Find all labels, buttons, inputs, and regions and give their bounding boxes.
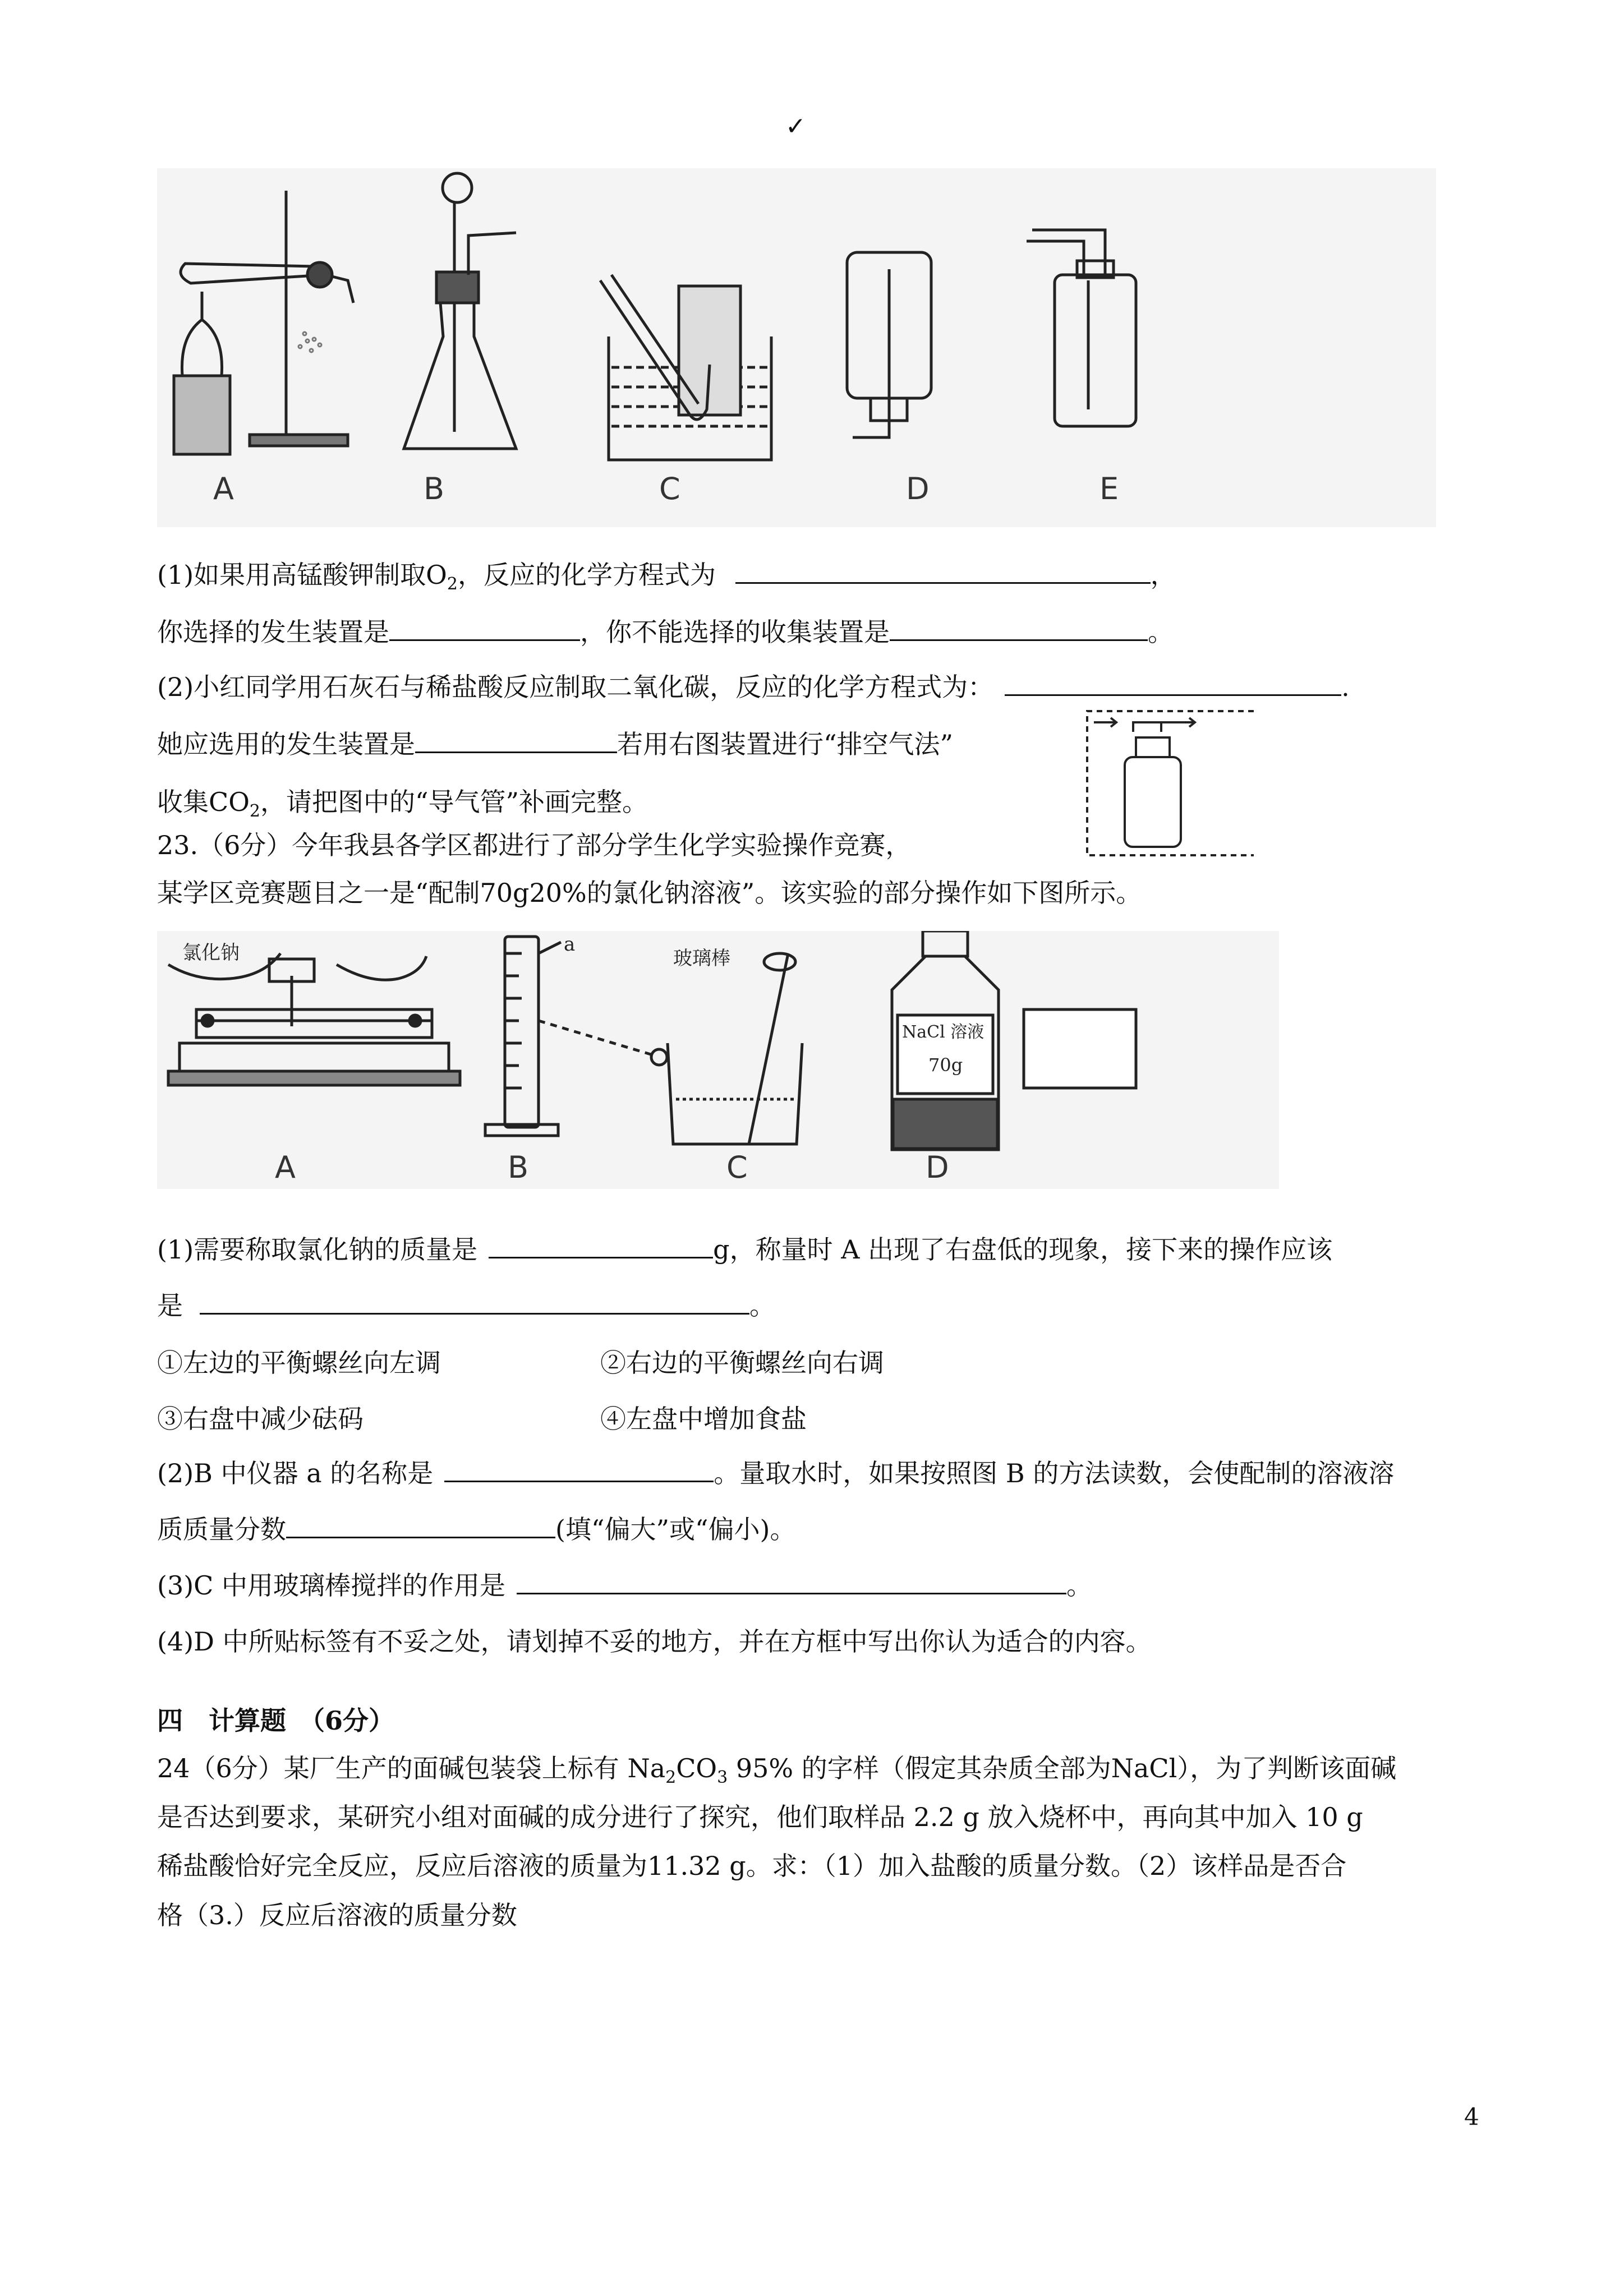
q24-line1: 24（6分）某厂生产的面碱包装袋上标有 $Na_2CO_3$ 95% 的字样（假定其杂质全部为NaCl），为了判断该面碱 — [157, 1753, 1397, 1788]
figure2-label-d: D — [926, 1150, 949, 1185]
option-4: ④左盘中增加食盐 — [600, 1404, 807, 1434]
figure2-label-c: C — [726, 1150, 748, 1185]
section4-heading: 四 计算题 （6分） — [157, 1705, 395, 1736]
option-1: ①左边的平衡螺丝向左调 — [157, 1348, 441, 1378]
q23-part2-line1: (2)B 中仪器 a 的名称是 。量取水时，如果按照图 B 的方法读数，会使配制的溶液溶 — [157, 1458, 1395, 1488]
air-collection-bottle-figure — [1083, 707, 1268, 864]
figure1-label-c: C — [659, 471, 680, 506]
q23-part1-line1: (1)需要称取氯化钠的质量是 g，称量时 A 出现了右盘低的现象，接下来的操作应该 — [157, 1234, 1333, 1265]
answer-blank-equation[interactable] — [735, 560, 1151, 584]
answer-blank-nacl-mass[interactable] — [489, 1234, 713, 1258]
bottle-label-line1: NaCl 溶液 — [902, 1022, 984, 1042]
check-mark: ✓ — [785, 112, 806, 141]
figure2-label-a: A — [275, 1150, 296, 1185]
label-nacl: 氯化钠 — [182, 942, 240, 964]
answer-blank-co2-generator[interactable] — [415, 729, 617, 753]
q22-part2-line1: (2)小红同学用石灰石与稀盐酸反应制取二氧化碳，反应的化学方程式为： . — [157, 672, 1350, 702]
q22-part1-line1: (1)如果用高锰酸钾制取$O_2$，反应的化学方程式为 ， — [157, 560, 1176, 594]
answer-blank-rod-purpose[interactable] — [517, 1570, 1066, 1594]
option-3: ③右盘中减少砝码 — [157, 1404, 364, 1434]
answer-blank-collector[interactable] — [890, 617, 1148, 641]
answer-blank-co2-equation[interactable] — [1005, 672, 1341, 696]
q24-line4: 格（3.）反应后溶液的质量分数 — [157, 1900, 517, 1930]
gas-apparatus-figure — [157, 168, 1436, 527]
figure1-label-a: A — [213, 471, 234, 506]
label-glass-rod: 玻璃棒 — [673, 947, 730, 970]
page-number: 4 — [1464, 2103, 1479, 2131]
q22-part2-line3: 收集$CO_2$，请把图中的“导气管”补画完整。 — [157, 787, 648, 822]
figure2-label-b: B — [508, 1150, 529, 1185]
q23-part1-line2: 是 。 — [157, 1290, 775, 1321]
bottle-label-line2: 70g — [928, 1054, 963, 1076]
answer-blank-generator[interactable] — [389, 617, 580, 641]
q22-part1-line2: 你选择的发生装置是 ，你不能选择的收集装置是 。 — [157, 617, 1174, 647]
q23-intro-line1: 23.（6分）今年我县各学区都进行了部分学生化学实验操作竞赛， — [157, 830, 912, 860]
q23-part3: (3)C 中用玻璃棒搅拌的作用是 。 — [157, 1570, 1092, 1601]
answer-blank-fraction-effect[interactable] — [286, 1514, 555, 1538]
q24-line2: 是否达到要求，某研究小组对面碱的成分进行了探究，他们取样品 2.2 g 放入烧杯中，再向其中加入 10 g — [157, 1802, 1363, 1832]
figure1-label-b: B — [424, 471, 445, 506]
q22-part2-line2: 她应选用的发生装置是 若用右图装置进行“排空气法” — [157, 729, 954, 759]
label-a: a — [564, 933, 576, 956]
answer-blank-instrument-name[interactable] — [444, 1458, 714, 1482]
figure1-label-e: E — [1099, 471, 1119, 506]
option-2: ②右边的平衡螺丝向右调 — [600, 1348, 884, 1378]
q23-intro-line2: 某学区竞赛题目之一是“配制70g20%的氯化钠溶液”。该实验的部分操作如下图所示。 — [157, 878, 1142, 908]
q23-part4: (4)D 中所贴标签有不妥之处，请划掉不妥的地方，并在方框中写出你认为适合的内容。 — [157, 1626, 1152, 1657]
q24-line3: 稀盐酸恰好完全反应，反应后溶液的质量为11.32 g。求：（1）加入盐酸的质量分数。（2）该样品是否合 — [157, 1851, 1347, 1881]
solution-preparation-figure — [157, 931, 1279, 1189]
answer-blank-next-step[interactable] — [200, 1290, 749, 1315]
figure1-label-d: D — [906, 471, 930, 506]
q23-part2-line2: 质质量分数 (填“偏大”或“偏小)。 — [157, 1514, 796, 1545]
